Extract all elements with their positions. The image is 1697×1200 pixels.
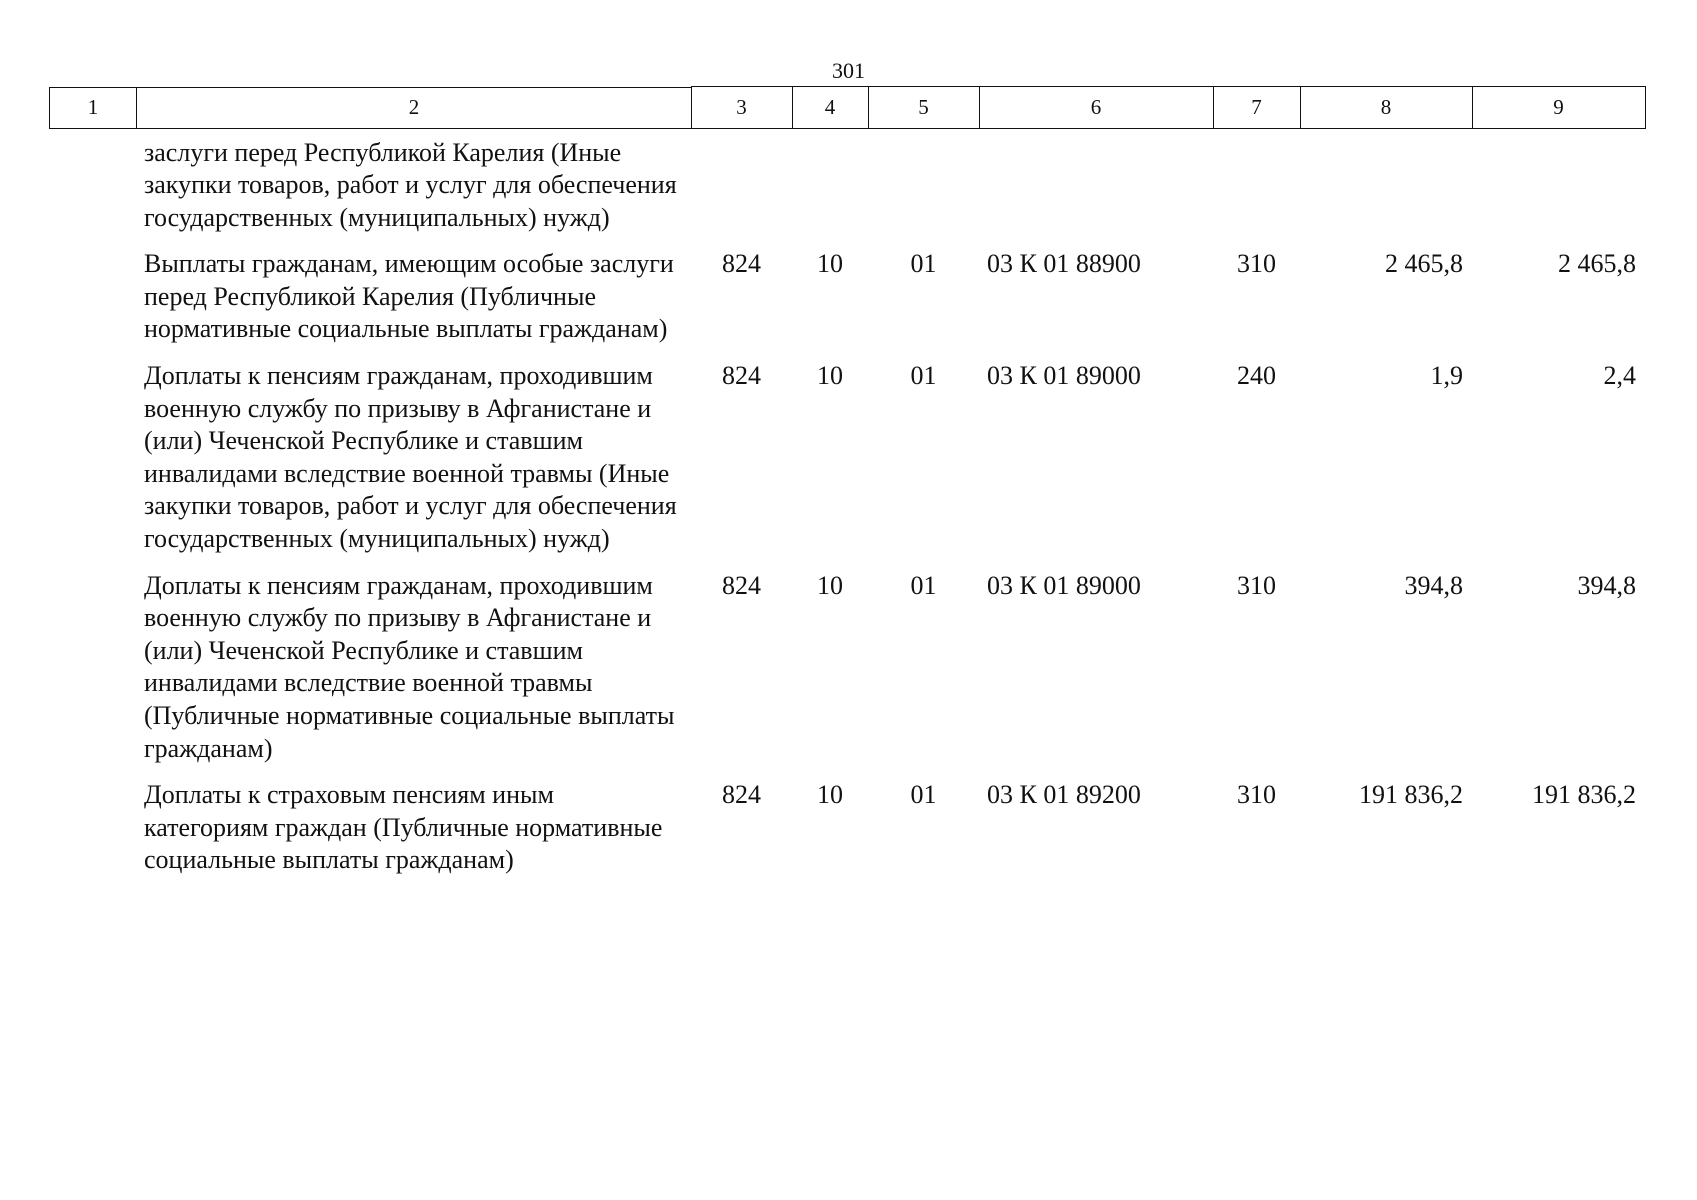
row-ved bbox=[691, 129, 792, 249]
row-name: Доплаты к пенсиям гражданам, проходившим военную службу по призыву в Афганистане и (или) Чеченской Республике и ставшим инвалидами вследствие военной травмы (Иные закупки товаров, работ и услуг для обеспечения государственных (муниципальных) нужд) bbox=[144, 361, 677, 554]
row-podrazdel bbox=[868, 129, 979, 249]
header-cell-6: 6 bbox=[979, 87, 1213, 129]
table-header bbox=[49, 87, 1645, 129]
row-vr: 310 bbox=[1237, 570, 1276, 600]
row-vr: 310 bbox=[1237, 249, 1276, 279]
row-podrazdel: 01 bbox=[910, 361, 937, 391]
row-name: Выплаты гражданам, имеющим особые заслуги перед Республикой Карелия (Публичные нормативные социальные выплаты гражданам) bbox=[144, 249, 674, 344]
table-row bbox=[49, 570, 1645, 780]
row-sum-2: 191 836,2 bbox=[1532, 780, 1636, 810]
row-sum-1: 394,8 bbox=[1404, 570, 1463, 600]
row-razdel: 10 bbox=[817, 361, 843, 391]
table-row bbox=[49, 360, 1645, 570]
header-cell-9: 9 bbox=[1472, 87, 1645, 129]
header-cell-3: 3 bbox=[691, 87, 792, 129]
row-razdel bbox=[792, 129, 868, 249]
row-vr: 240 bbox=[1237, 361, 1276, 391]
budget-table-container bbox=[49, 86, 1645, 891]
header-cell-8: 8 bbox=[1300, 87, 1472, 129]
row-csr: 03 К 01 89000 bbox=[987, 570, 1141, 600]
header-cell-2: 2 bbox=[137, 87, 692, 128]
row-podrazdel: 01 bbox=[910, 570, 937, 600]
row-podrazdel: 01 bbox=[910, 780, 937, 810]
row-csr: 03 К 01 89200 bbox=[987, 780, 1141, 810]
row-ved: 824 bbox=[722, 361, 761, 391]
row-vr: 310 bbox=[1237, 780, 1276, 810]
table-row bbox=[49, 779, 1645, 891]
row-name: Доплаты к пенсиям гражданам, проходившим военную службу по призыву в Афганистане и (или) Чеченской Республике и ставшим инвалидами вследствие военной травмы (Публичные нормативные социальные выплаты гражданам) bbox=[144, 570, 675, 763]
row-razdel: 10 bbox=[817, 570, 843, 600]
header-row bbox=[49, 87, 1645, 129]
row-sum-1: 2 465,8 bbox=[1385, 249, 1463, 279]
row-ved: 824 bbox=[722, 249, 761, 279]
row-name: заслуги перед Республикой Карелия (Иные закупки товаров, работ и услуг для обеспечения государственных (муниципальных) нужд) bbox=[144, 137, 677, 232]
row-csr bbox=[979, 129, 1213, 249]
header-cell-7: 7 bbox=[1213, 87, 1300, 129]
row-csr: 03 К 01 89000 bbox=[987, 361, 1141, 391]
row-sum-2: 2,4 bbox=[1603, 361, 1636, 391]
page-number: 301 bbox=[832, 58, 865, 83]
row-ved: 824 bbox=[722, 570, 761, 600]
row-sum-1: 1,9 bbox=[1430, 361, 1463, 391]
budget-table bbox=[49, 86, 1646, 891]
header-cell-4: 4 bbox=[792, 87, 868, 129]
table-row bbox=[49, 248, 1645, 360]
row-name: Доплаты к страховым пенсиям иным категориям граждан (Публичные нормативные социальные выплаты гражданам) bbox=[144, 780, 663, 875]
header-cell-5: 5 bbox=[868, 87, 979, 129]
row-sum-2: 2 465,8 bbox=[1558, 249, 1636, 279]
row-sum-1: 191 836,2 bbox=[1359, 780, 1463, 810]
row-razdel: 10 bbox=[817, 249, 843, 279]
row-ved: 824 bbox=[722, 780, 761, 810]
row-razdel: 10 bbox=[817, 780, 843, 810]
header-cell-1: 1 bbox=[50, 87, 137, 128]
row-sum-1 bbox=[1300, 129, 1472, 249]
row-podrazdel: 01 bbox=[910, 249, 937, 279]
row-sum-2 bbox=[1472, 129, 1645, 249]
table-body bbox=[49, 129, 1645, 891]
row-sum-2: 394,8 bbox=[1577, 570, 1636, 600]
table-row bbox=[49, 129, 1645, 249]
row-vr bbox=[1213, 129, 1300, 249]
row-csr: 03 К 01 88900 bbox=[987, 249, 1141, 279]
